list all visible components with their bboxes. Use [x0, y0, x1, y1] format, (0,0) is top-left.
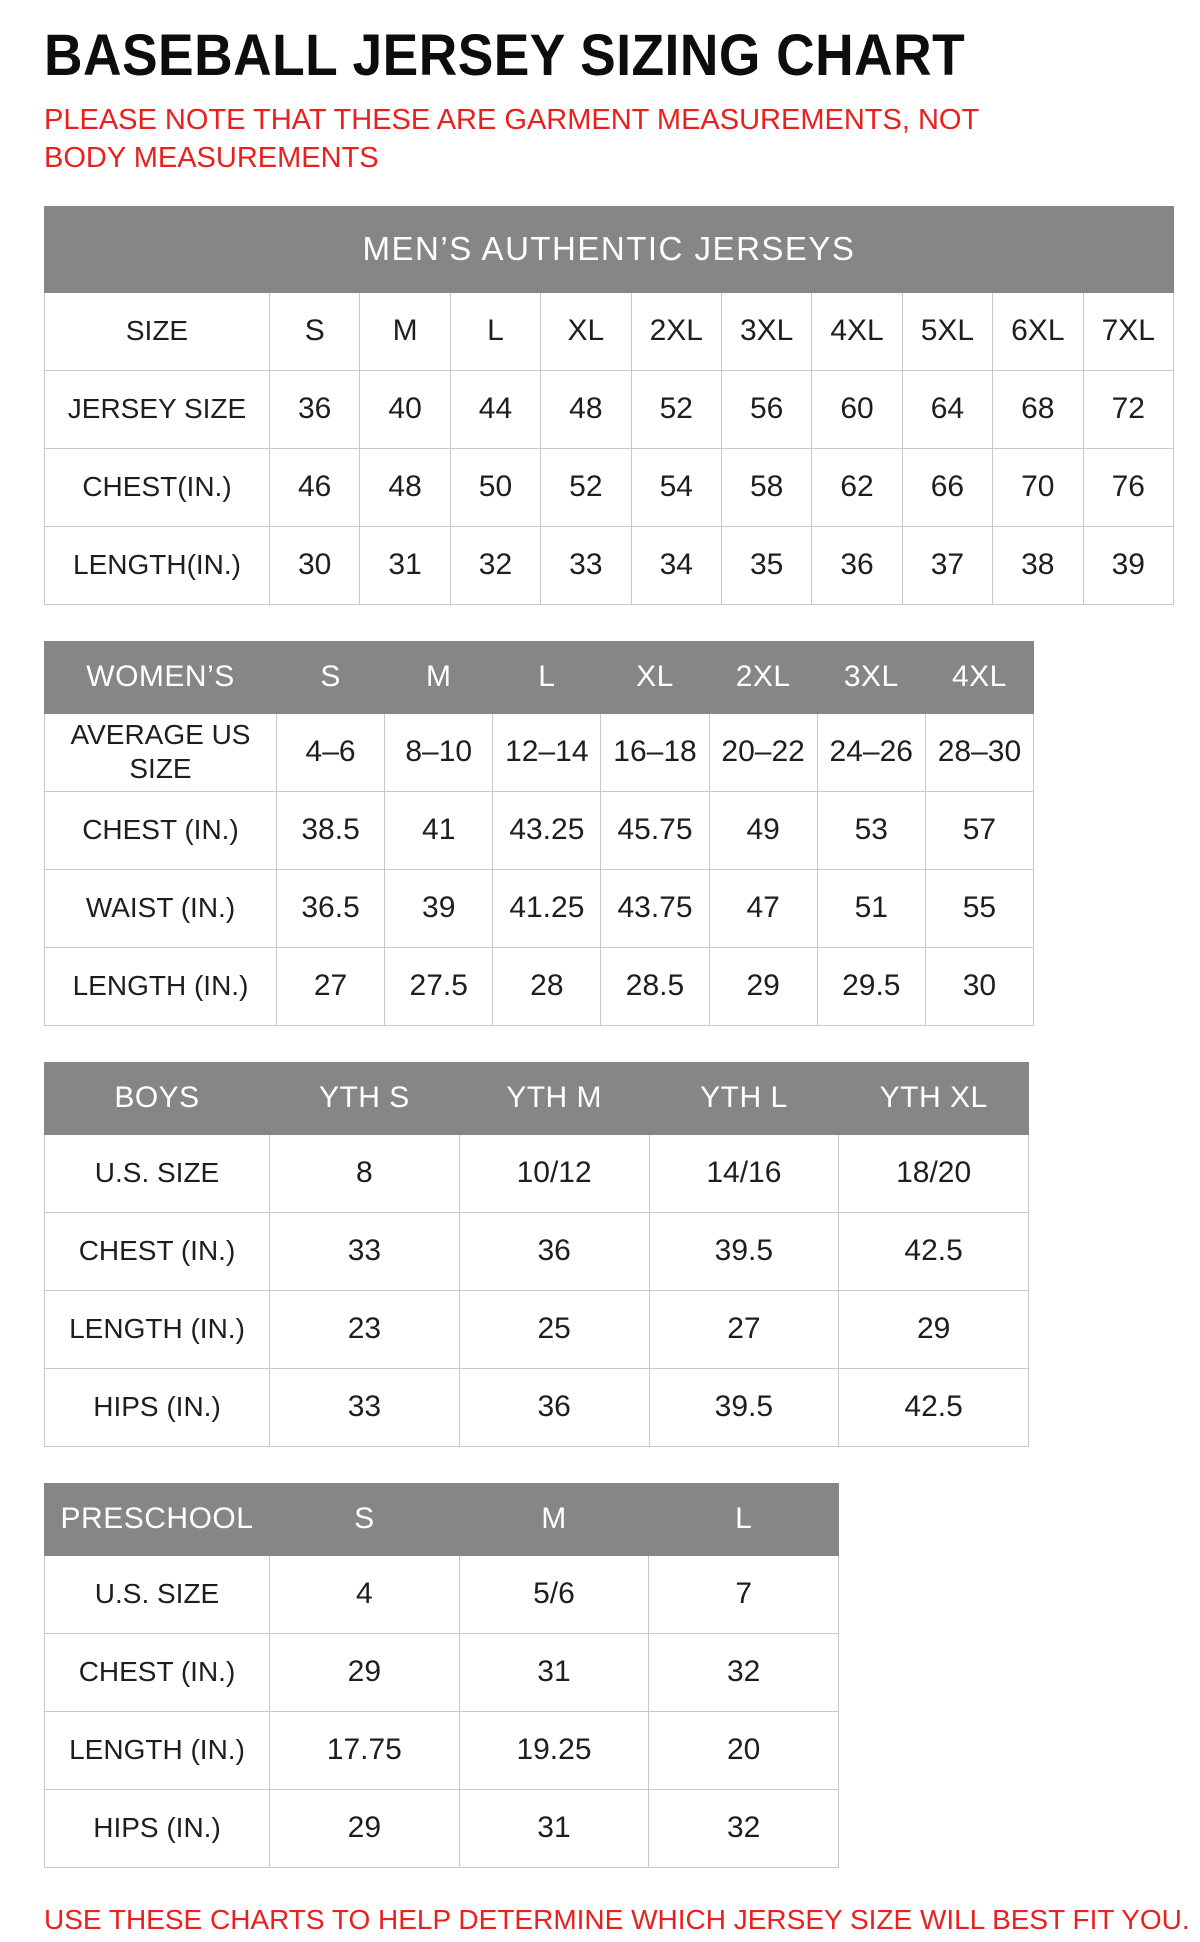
- value-cell: 56: [721, 370, 811, 448]
- header-cell: XL: [601, 641, 709, 713]
- table-row: [45, 448, 1174, 526]
- banner-row: [45, 206, 1174, 292]
- value-cell: 35: [721, 526, 811, 604]
- table-row: [45, 1789, 839, 1867]
- table-row: [45, 1212, 1029, 1290]
- value-cell: 36.5: [277, 869, 385, 947]
- value-cell: 62: [812, 448, 902, 526]
- header-cell: 2XL: [709, 641, 817, 713]
- value-cell: XL: [541, 292, 631, 370]
- value-cell: 28.5: [601, 947, 709, 1025]
- value-cell: 7: [649, 1555, 839, 1633]
- table-row: [45, 292, 1174, 370]
- table-row: [45, 1368, 1029, 1446]
- value-cell: 33: [541, 526, 631, 604]
- value-cell: 46: [270, 448, 360, 526]
- value-cell: 47: [709, 869, 817, 947]
- table-row: [45, 1711, 839, 1789]
- row-label-cell: WAIST (IN.): [45, 869, 277, 947]
- table-row: [45, 1555, 839, 1633]
- value-cell: 72: [1083, 370, 1173, 448]
- boys-table: [44, 1062, 1029, 1447]
- header-label-cell: WOMEN’S: [45, 641, 277, 713]
- value-cell: 32: [649, 1789, 839, 1867]
- value-cell: 50: [450, 448, 540, 526]
- row-label-cell: CHEST (IN.): [45, 791, 277, 869]
- value-cell: 52: [631, 370, 721, 448]
- value-cell: 29: [839, 1290, 1029, 1368]
- row-label-cell: JERSEY SIZE: [45, 370, 270, 448]
- footer-note: USE THESE CHARTS TO HELP DETERMINE WHICH JERSEY SIZE WILL BEST FIT YOU.: [44, 1903, 1190, 1935]
- mens-table: [44, 206, 1174, 605]
- value-cell: L: [450, 292, 540, 370]
- value-cell: 28–30: [925, 713, 1033, 791]
- header-cell: S: [270, 1483, 460, 1555]
- header-cell: YTH S: [270, 1062, 460, 1134]
- value-cell: 36: [459, 1368, 649, 1446]
- table-row: [45, 1633, 839, 1711]
- value-cell: 25: [459, 1290, 649, 1368]
- header-label-cell: PRESCHOOL: [45, 1483, 270, 1555]
- value-cell: 20: [649, 1711, 839, 1789]
- value-cell: 33: [270, 1368, 460, 1446]
- table-row: [45, 713, 1034, 791]
- table-row: [45, 526, 1174, 604]
- table-row: [45, 1134, 1029, 1212]
- value-cell: 49: [709, 791, 817, 869]
- womens-table: [44, 641, 1034, 1026]
- preschool-table: [44, 1483, 839, 1868]
- header-cell: 3XL: [817, 641, 925, 713]
- value-cell: 36: [812, 526, 902, 604]
- value-cell: 52: [541, 448, 631, 526]
- value-cell: 27: [649, 1290, 839, 1368]
- value-cell: 42.5: [839, 1212, 1029, 1290]
- table-row: [45, 370, 1174, 448]
- page-subtitle: PLEASE NOTE THAT THESE ARE GARMENT MEASUREMENTS, NOT BODY MEASUREMENTS: [44, 104, 979, 175]
- header-cell: YTH L: [649, 1062, 839, 1134]
- value-cell: 32: [450, 526, 540, 604]
- value-cell: 33: [270, 1212, 460, 1290]
- womens-sizing-table: [44, 641, 1180, 1026]
- header-label-cell: BOYS: [45, 1062, 270, 1134]
- value-cell: 39: [1083, 526, 1173, 604]
- value-cell: 17.75: [270, 1711, 460, 1789]
- mens-banner: MEN’S AUTHENTIC JERSEYS: [45, 206, 1174, 292]
- row-label-cell: HIPS (IN.): [45, 1789, 270, 1867]
- value-cell: 18/20: [839, 1134, 1029, 1212]
- value-cell: 45.75: [601, 791, 709, 869]
- value-cell: 70: [993, 448, 1083, 526]
- value-cell: 41.25: [493, 869, 601, 947]
- value-cell: 41: [385, 791, 493, 869]
- value-cell: 53: [817, 791, 925, 869]
- header-cell: YTH XL: [839, 1062, 1029, 1134]
- value-cell: 20–22: [709, 713, 817, 791]
- value-cell: 66: [902, 448, 992, 526]
- table-row: [45, 947, 1034, 1025]
- value-cell: 48: [360, 448, 450, 526]
- value-cell: 31: [459, 1789, 649, 1867]
- value-cell: 31: [459, 1633, 649, 1711]
- header-cell: 4XL: [925, 641, 1033, 713]
- value-cell: 39.5: [649, 1368, 839, 1446]
- row-label-cell: AVERAGE US SIZE: [45, 713, 277, 791]
- row-label-cell: LENGTH (IN.): [45, 1711, 270, 1789]
- value-cell: 29.5: [817, 947, 925, 1025]
- boys-sizing-table: [44, 1062, 1180, 1447]
- row-label-cell: CHEST(IN.): [45, 448, 270, 526]
- value-cell: M: [360, 292, 450, 370]
- value-cell: 54: [631, 448, 721, 526]
- value-cell: 64: [902, 370, 992, 448]
- value-cell: 44: [450, 370, 540, 448]
- value-cell: 39.5: [649, 1212, 839, 1290]
- table-row: [45, 791, 1034, 869]
- value-cell: 51: [817, 869, 925, 947]
- value-cell: 30: [270, 526, 360, 604]
- value-cell: 60: [812, 370, 902, 448]
- row-label-cell: CHEST (IN.): [45, 1633, 270, 1711]
- value-cell: 4: [270, 1555, 460, 1633]
- value-cell: 8–10: [385, 713, 493, 791]
- value-cell: 29: [270, 1633, 460, 1711]
- value-cell: 5XL: [902, 292, 992, 370]
- value-cell: 31: [360, 526, 450, 604]
- value-cell: 16–18: [601, 713, 709, 791]
- value-cell: 43.25: [493, 791, 601, 869]
- value-cell: 4XL: [812, 292, 902, 370]
- value-cell: 30: [925, 947, 1033, 1025]
- value-cell: 19.25: [459, 1711, 649, 1789]
- row-label-cell: U.S. SIZE: [45, 1555, 270, 1633]
- value-cell: 29: [709, 947, 817, 1025]
- mens-sizing-table: [44, 206, 1180, 605]
- value-cell: 8: [270, 1134, 460, 1212]
- page-title: BASEBALL JERSEY SIZING CHART: [44, 23, 966, 88]
- value-cell: 38.5: [277, 791, 385, 869]
- value-cell: 12–14: [493, 713, 601, 791]
- value-cell: 23: [270, 1290, 460, 1368]
- row-label-cell: LENGTH (IN.): [45, 947, 277, 1025]
- row-label-cell: LENGTH(IN.): [45, 526, 270, 604]
- value-cell: 38: [993, 526, 1083, 604]
- value-cell: 36: [270, 370, 360, 448]
- value-cell: 48: [541, 370, 631, 448]
- value-cell: 28: [493, 947, 601, 1025]
- row-label-cell: CHEST (IN.): [45, 1212, 270, 1290]
- row-label-cell: SIZE: [45, 292, 270, 370]
- table-row: [45, 869, 1034, 947]
- header-cell: M: [459, 1483, 649, 1555]
- value-cell: 14/16: [649, 1134, 839, 1212]
- value-cell: 3XL: [721, 292, 811, 370]
- value-cell: 32: [649, 1633, 839, 1711]
- header-cell: S: [277, 641, 385, 713]
- value-cell: 58: [721, 448, 811, 526]
- header-row: [45, 1483, 839, 1555]
- table-row: [45, 1290, 1029, 1368]
- row-label-cell: HIPS (IN.): [45, 1368, 270, 1446]
- value-cell: 68: [993, 370, 1083, 448]
- value-cell: 27.5: [385, 947, 493, 1025]
- header-row: [45, 641, 1034, 713]
- header-cell: L: [649, 1483, 839, 1555]
- header-row: [45, 1062, 1029, 1134]
- header-cell: YTH M: [459, 1062, 649, 1134]
- value-cell: 5/6: [459, 1555, 649, 1633]
- preschool-sizing-table: [44, 1483, 1180, 1868]
- value-cell: 6XL: [993, 292, 1083, 370]
- value-cell: 55: [925, 869, 1033, 947]
- value-cell: 2XL: [631, 292, 721, 370]
- value-cell: 40: [360, 370, 450, 448]
- header-cell: M: [385, 641, 493, 713]
- value-cell: 42.5: [839, 1368, 1029, 1446]
- value-cell: 10/12: [459, 1134, 649, 1212]
- header-cell: L: [493, 641, 601, 713]
- value-cell: 36: [459, 1212, 649, 1290]
- value-cell: 57: [925, 791, 1033, 869]
- value-cell: 76: [1083, 448, 1173, 526]
- value-cell: 27: [277, 947, 385, 1025]
- value-cell: 34: [631, 526, 721, 604]
- value-cell: 4–6: [277, 713, 385, 791]
- value-cell: 37: [902, 526, 992, 604]
- value-cell: 7XL: [1083, 292, 1173, 370]
- row-label-cell: U.S. SIZE: [45, 1134, 270, 1212]
- row-label-cell: LENGTH (IN.): [45, 1290, 270, 1368]
- value-cell: 43.75: [601, 869, 709, 947]
- value-cell: 24–26: [817, 713, 925, 791]
- value-cell: 39: [385, 869, 493, 947]
- value-cell: 29: [270, 1789, 460, 1867]
- value-cell: S: [270, 292, 360, 370]
